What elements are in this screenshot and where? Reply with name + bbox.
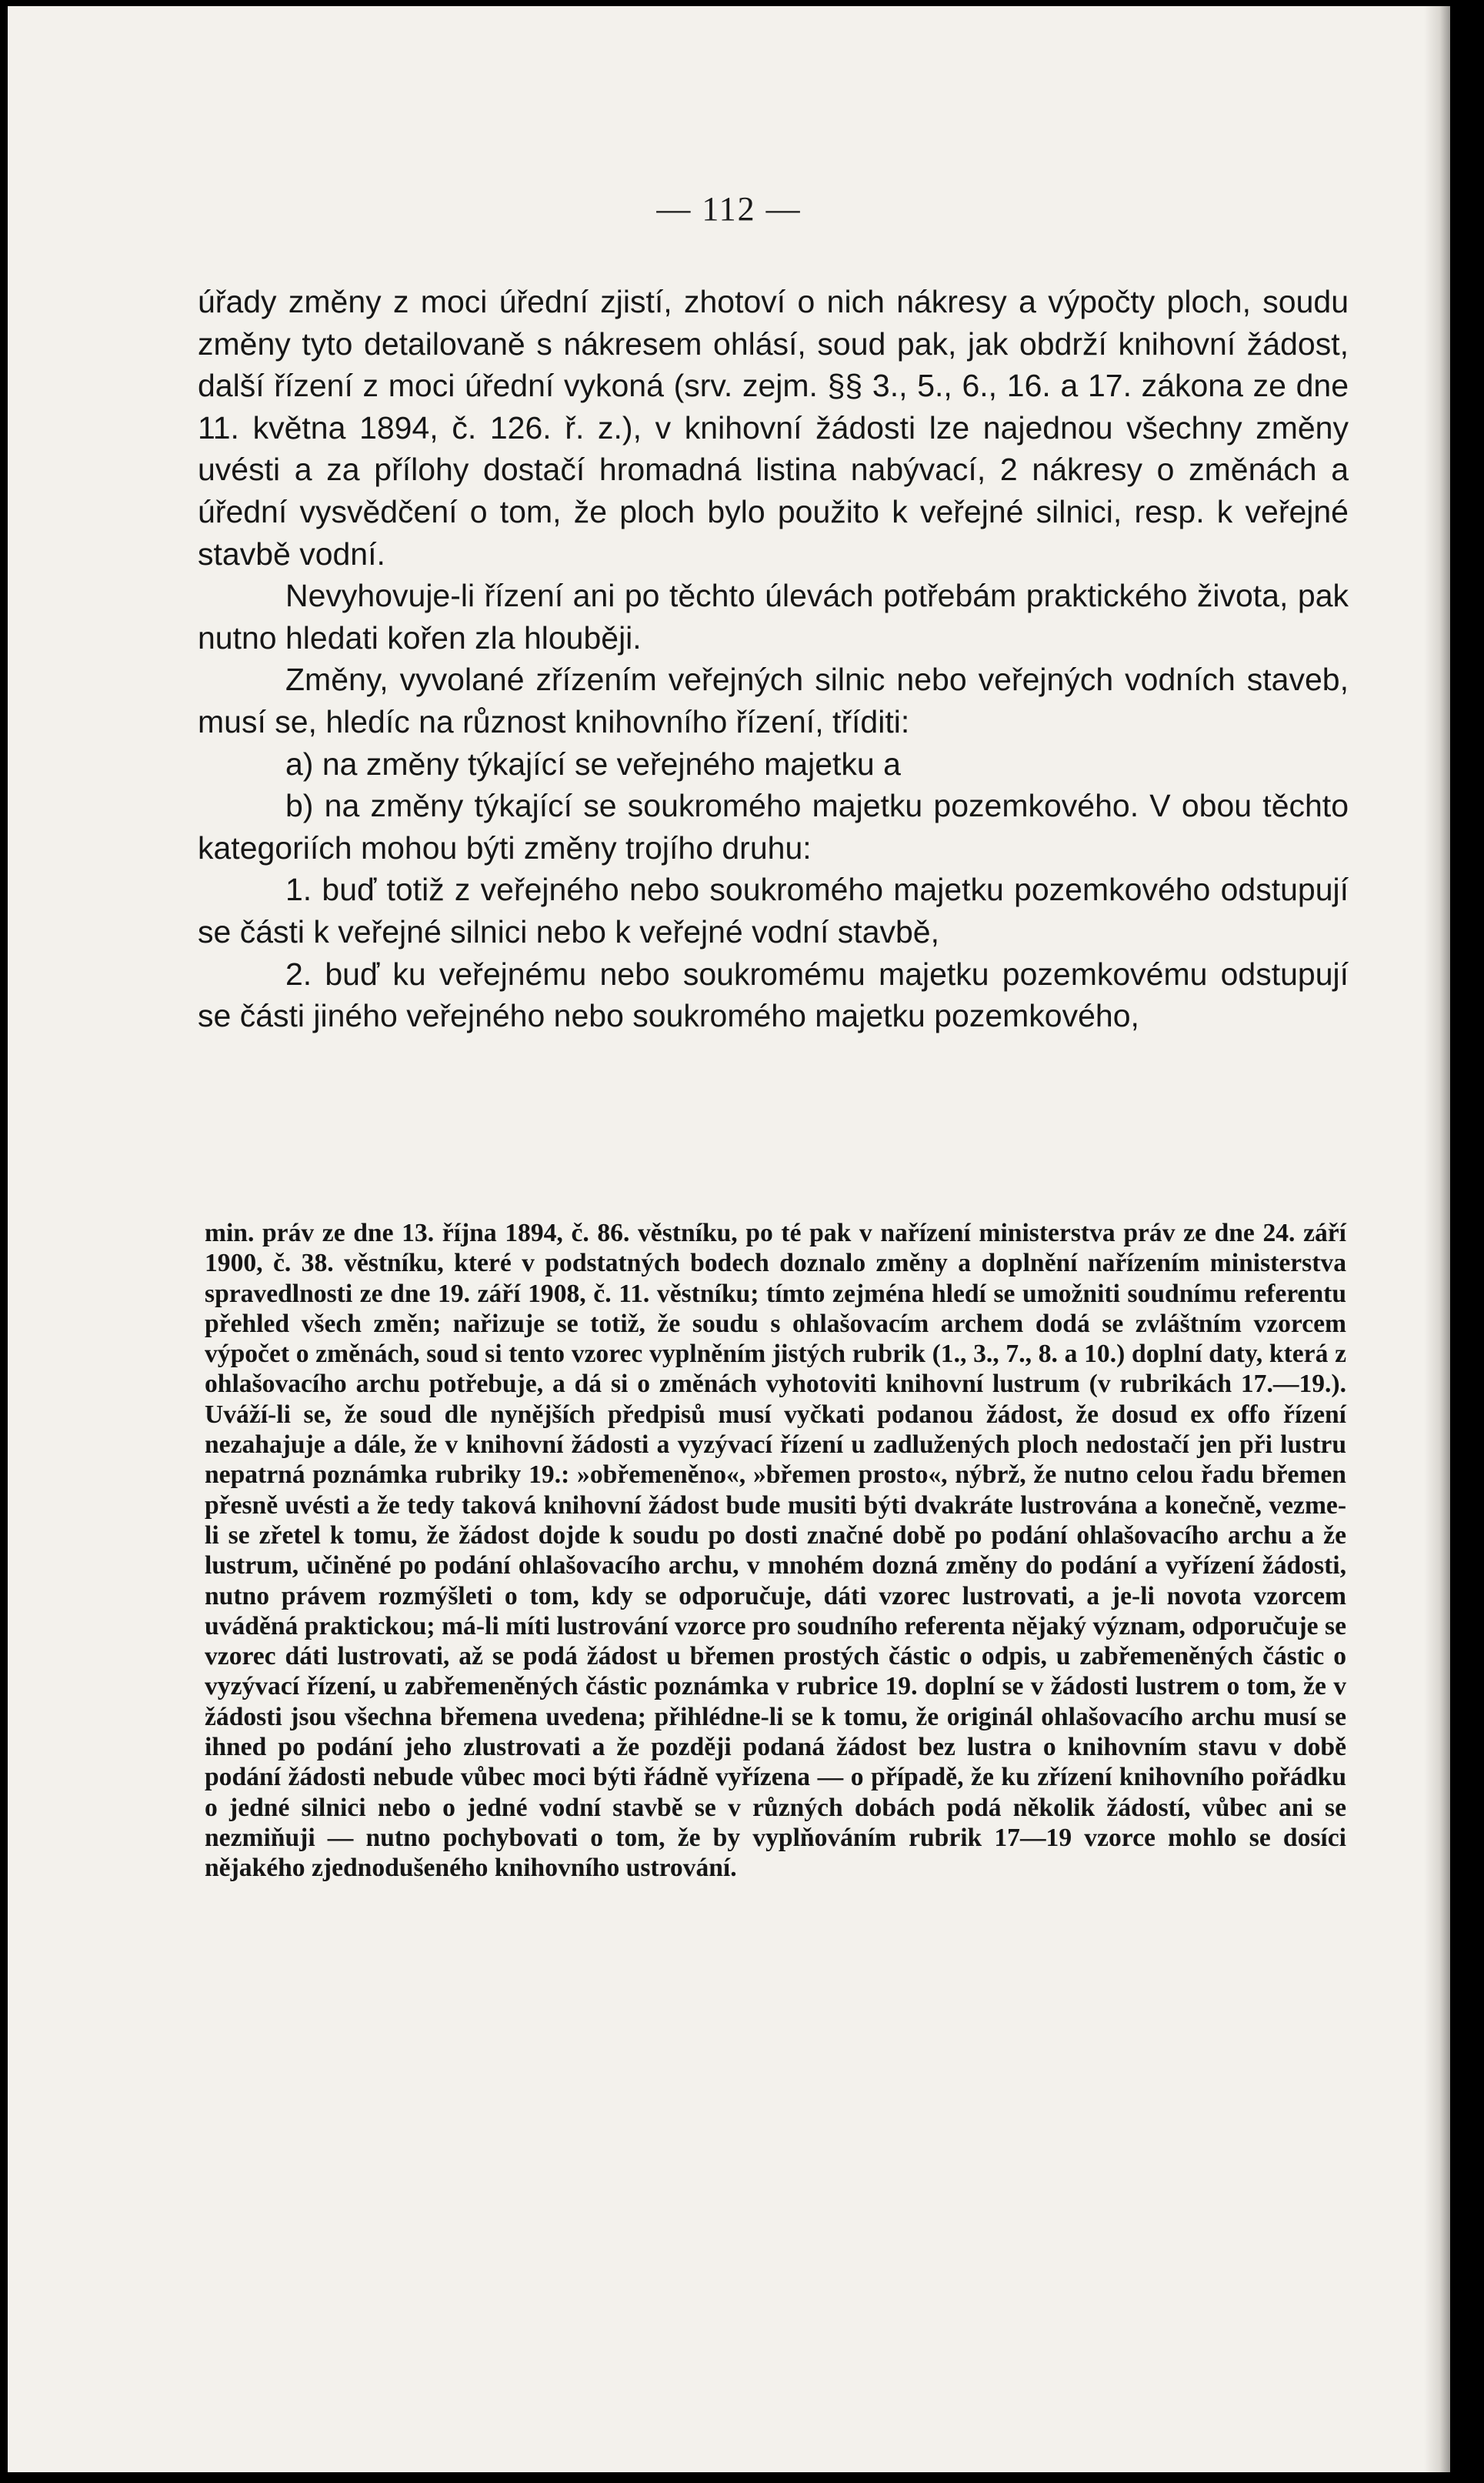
list-item-a: a) na změny týkající se veřejného majetku a bbox=[285, 746, 901, 782]
paragraph: úřady změny z moci úřední zjistí, zhotoví o nich nákresy a výpočty ploch, soudu změny tyto detailovaně s nákresem ohlásí, soud pak, jak obdrží knihovní žádost, další řízení z moci úřední vykoná (srv. zejm. §§ 3., 5., 6., 16. a 17. zákona ze dne 11. května 1894, č. 126. ř. z.), v knihovní žádosti lze najednou všechny změny uvésti a za přílohy dostačí hromadná listina nabývací, 2 nákresy o změnách a úřední vysvědčení o tom, že ploch bylo použito k veřejné silnici, resp. k veřejné stavbě vodní. bbox=[198, 284, 1349, 572]
paragraph: Nevyhovuje-li řízení ani po těchto úlevách potřebám praktického života, pak nutno hledati kořen zla hlouběji. bbox=[198, 578, 1349, 656]
list-item-2: 2. buď ku veřejnému nebo soukromému majetku pozemkovému odstupují se části jiného veřejného nebo soukromého majetku pozemkového, bbox=[198, 956, 1349, 1034]
paragraph: Změny, vyvolané zřízením veřejných silnic nebo veřejných vodních staveb, musí se, hledíc na různost knihovního řízení, tříditi: bbox=[198, 662, 1349, 739]
footnote: min. práv ze dne 13. října 1894, č. 86. věstníku, po té pak v nařízení ministerstva práv ze dne 24. září 1900, č. 38. věstníku, které v podstatných bodech doznalo změny a doplnění nařízením ministerstva spravedlnosti ze dne 19. září 1908, č. 11. věstníku; tímto zejména hledí se umožniti soudnímu referentu přehled všech změn; nařizuje se totiž, že soudu s ohlašovacím archem dodá se zvláštním vzorcem výpočet o změnách, soud si tento vzorec vyplněním jistých rubrik (1., 3., 7., 8. a 10.) doplní daty, která z ohlašovacího archu potřebuje, a dá si o změnách vyhotoviti knihovní lustrum (v rubrikách 17.—19.). Uváží-li se, že soud dle nynějších předpisů musí vyčkati podanou žádost, že dosud ex offo řízení nezahajuje a dále, že v knihovní žádosti a vyzývací řízení u zadlužených ploch nedostačí jen při lustru nepatrná poznámka rubriky 19.: »obřemeněno«, »břemen prosto«, nýbrž, že nutno celou řadu břemen přesně uvésti a že tedy taková knihovní žádost bude musiti býti dvakráte lustrována a konečně, vezme-li se zřetel k tomu, že žádost dojde k soudu po dosti značné době po podání ohlašovacího archu a že lustrum, učiněné po podání ohlašovacího archu, v mnohém dozná změny do podání a vyřízení žádosti, nutno právem rozmýšleti o tom, kdy se odporučuje, dáti vzorec lustrovati, a je-li novota vzorcem uváděná praktickou; má-li míti lustrování vzorce pro soudního referenta nějaký význam, odporučuje se vzorec dáti lustrovati, až se podá žádost u břemen prostých částic o odpis, u zabřemeněných částic o vyzývací řízení, u zabřemeněných částic poznámka v rubrice 19. doplní se v žádosti lustrem o tom, že v žádosti jsou všechna břemena uvedena; přihlédne-li se k tomu, že originál ohlašovacího archu musí se ihned po podání jeho zlustrovati a že později podaná žádost bez lustra o knihovním stavu v době podání žádosti nebude vůbec moci býti řádně vyřízena — o případě, že ku zřízení knihovního pořádku o jedné silnici nebo o jedné vodní stavbě se v různých dobách podá několik žádostí, vůbec ani se nezmiňuji — nutno pochybovati o tom, že by vyplňováním rubrik 17—19 vzorce mohlo se dosíci nějakého zjednodušeného knihovního ustrování. bbox=[205, 1219, 1346, 1883]
list-item-1: 1. buď totiž z veřejného nebo soukromého majetku pozemkového odstupují se části k veřejné silnici nebo k veřejné vodní stavbě, bbox=[198, 872, 1349, 949]
main-text bbox=[198, 281, 1349, 1037]
page-number: — 112 — bbox=[656, 190, 802, 228]
list-item-b: b) na změny týkající se soukromého majetku pozemkového. V obou těchto kategoriích mohou býti změny trojího druhu: bbox=[198, 788, 1349, 866]
scan-shadow-edge bbox=[1424, 6, 1450, 2472]
book-page bbox=[8, 6, 1450, 2472]
